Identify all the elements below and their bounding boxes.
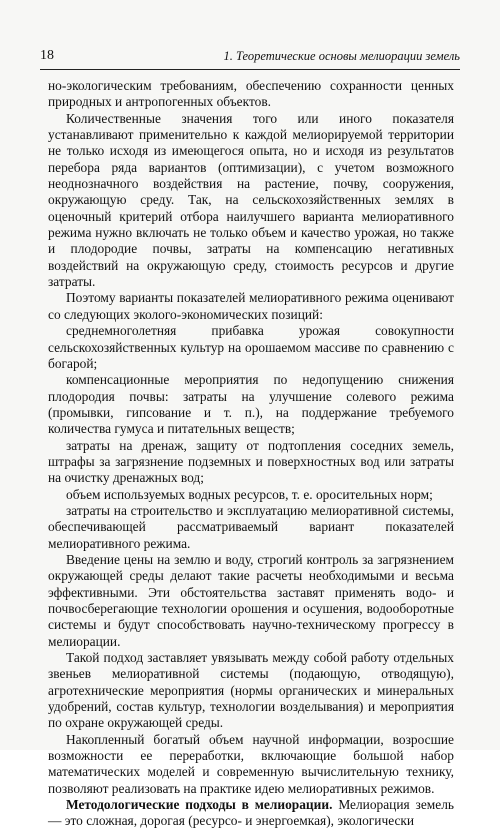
section-lead-in: Методологические подходы в мелиорации.: [66, 797, 333, 813]
list-item: объем используемых водных ресурсов, т. е. оросительных норм;: [66, 486, 433, 502]
list-item: среднемноголетняя прибавка урожая совокупности сельскохозяйственных культур на орошаемом массиве по сравнению с богарой;: [48, 323, 454, 371]
list-item: затраты на строительство и эксплуатацию мелиоративной системы, обеспечивающей рассматриваемый вариант показателей мелиоративного режима.: [48, 502, 454, 551]
paragraph: Количественные значения того или иного показателя устанавливают применительно к каждой мелиорируемой территории не только исходя из имеющегося опыта, но и исходя из результатов перебора ряда вариантов (оптимизации), с учетом возможного неоднозначного воздействия на растение, почву, сооружения, окружающую среду. Так, на сельскохозяйственных землях в оценочный критерий отбора наилучшего варианта мелиоративного режима нужно включать не только объем и качество урожая, но также и плодородие почвы, затраты на компенсацию негативных воздействий на окружающую среду, стоимость ресурсов и другие затраты.: [48, 110, 454, 290]
paragraph: Накопленный богатый объем научной информации, возросшие возможности ее переработки, включающие большой набор математических моделей и современную вычислительную технику, позволяют реализовать на практике идею мелиоративных режимов.: [48, 731, 454, 796]
list-item: компенсационные мероприятия по недопущению снижения плодородия почвы: затраты на улучшение солевого режима (промывки, гипсование и т. п.), на поддержание требуемого количества гумуса и питательных веществ;: [48, 372, 454, 437]
page-header: [40, 44, 460, 64]
paragraph-continuation: но-экологическим требованиям, обеспечению сохранности ценных природных и антропогенных объектов.: [48, 78, 454, 110]
body-text: [48, 78, 454, 830]
section-lead-text: Мелиорация земель — это сложная, дорогая (ресурсо- и энергоемкая), экологически: [48, 797, 455, 829]
paragraph: Поэтому варианты показателей мелиоративного режима оценивают со следующих эколого-экономических позиций:: [48, 290, 454, 322]
page-number: 18: [40, 48, 54, 63]
running-title: 1. Теоретические основы мелиорации земель: [223, 49, 460, 63]
list-item: затраты на дренаж, защиту от подтопления соседних земель, штрафы за загрязнение подземных и поверхностных вод или затраты на очистку дренажных вод;: [48, 437, 454, 486]
paragraph: Такой подход заставляет увязывать между собой работу отдельных звеньев мелиоративной системы (подающую, отводящую), агротехнические мероприятия (нормы органических и минеральных удобрений, состав культур, технологии возделывания) и мероприятия по охране окружающей среды.: [48, 650, 454, 731]
paragraph-last: [48, 797, 454, 830]
header-rule: [40, 69, 460, 70]
paragraph: Введение цены на землю и воду, строгий контроль за загрязнением окружающей среды делают такие расчеты необходимыми и весьма эффективными. Эти обстоятельства заставят применять водо- и почвосберегающие технологии орошения и осушения, водооборотные системы и будут способствовать научно-техническому прогрессу в мелиорации.: [48, 551, 454, 649]
